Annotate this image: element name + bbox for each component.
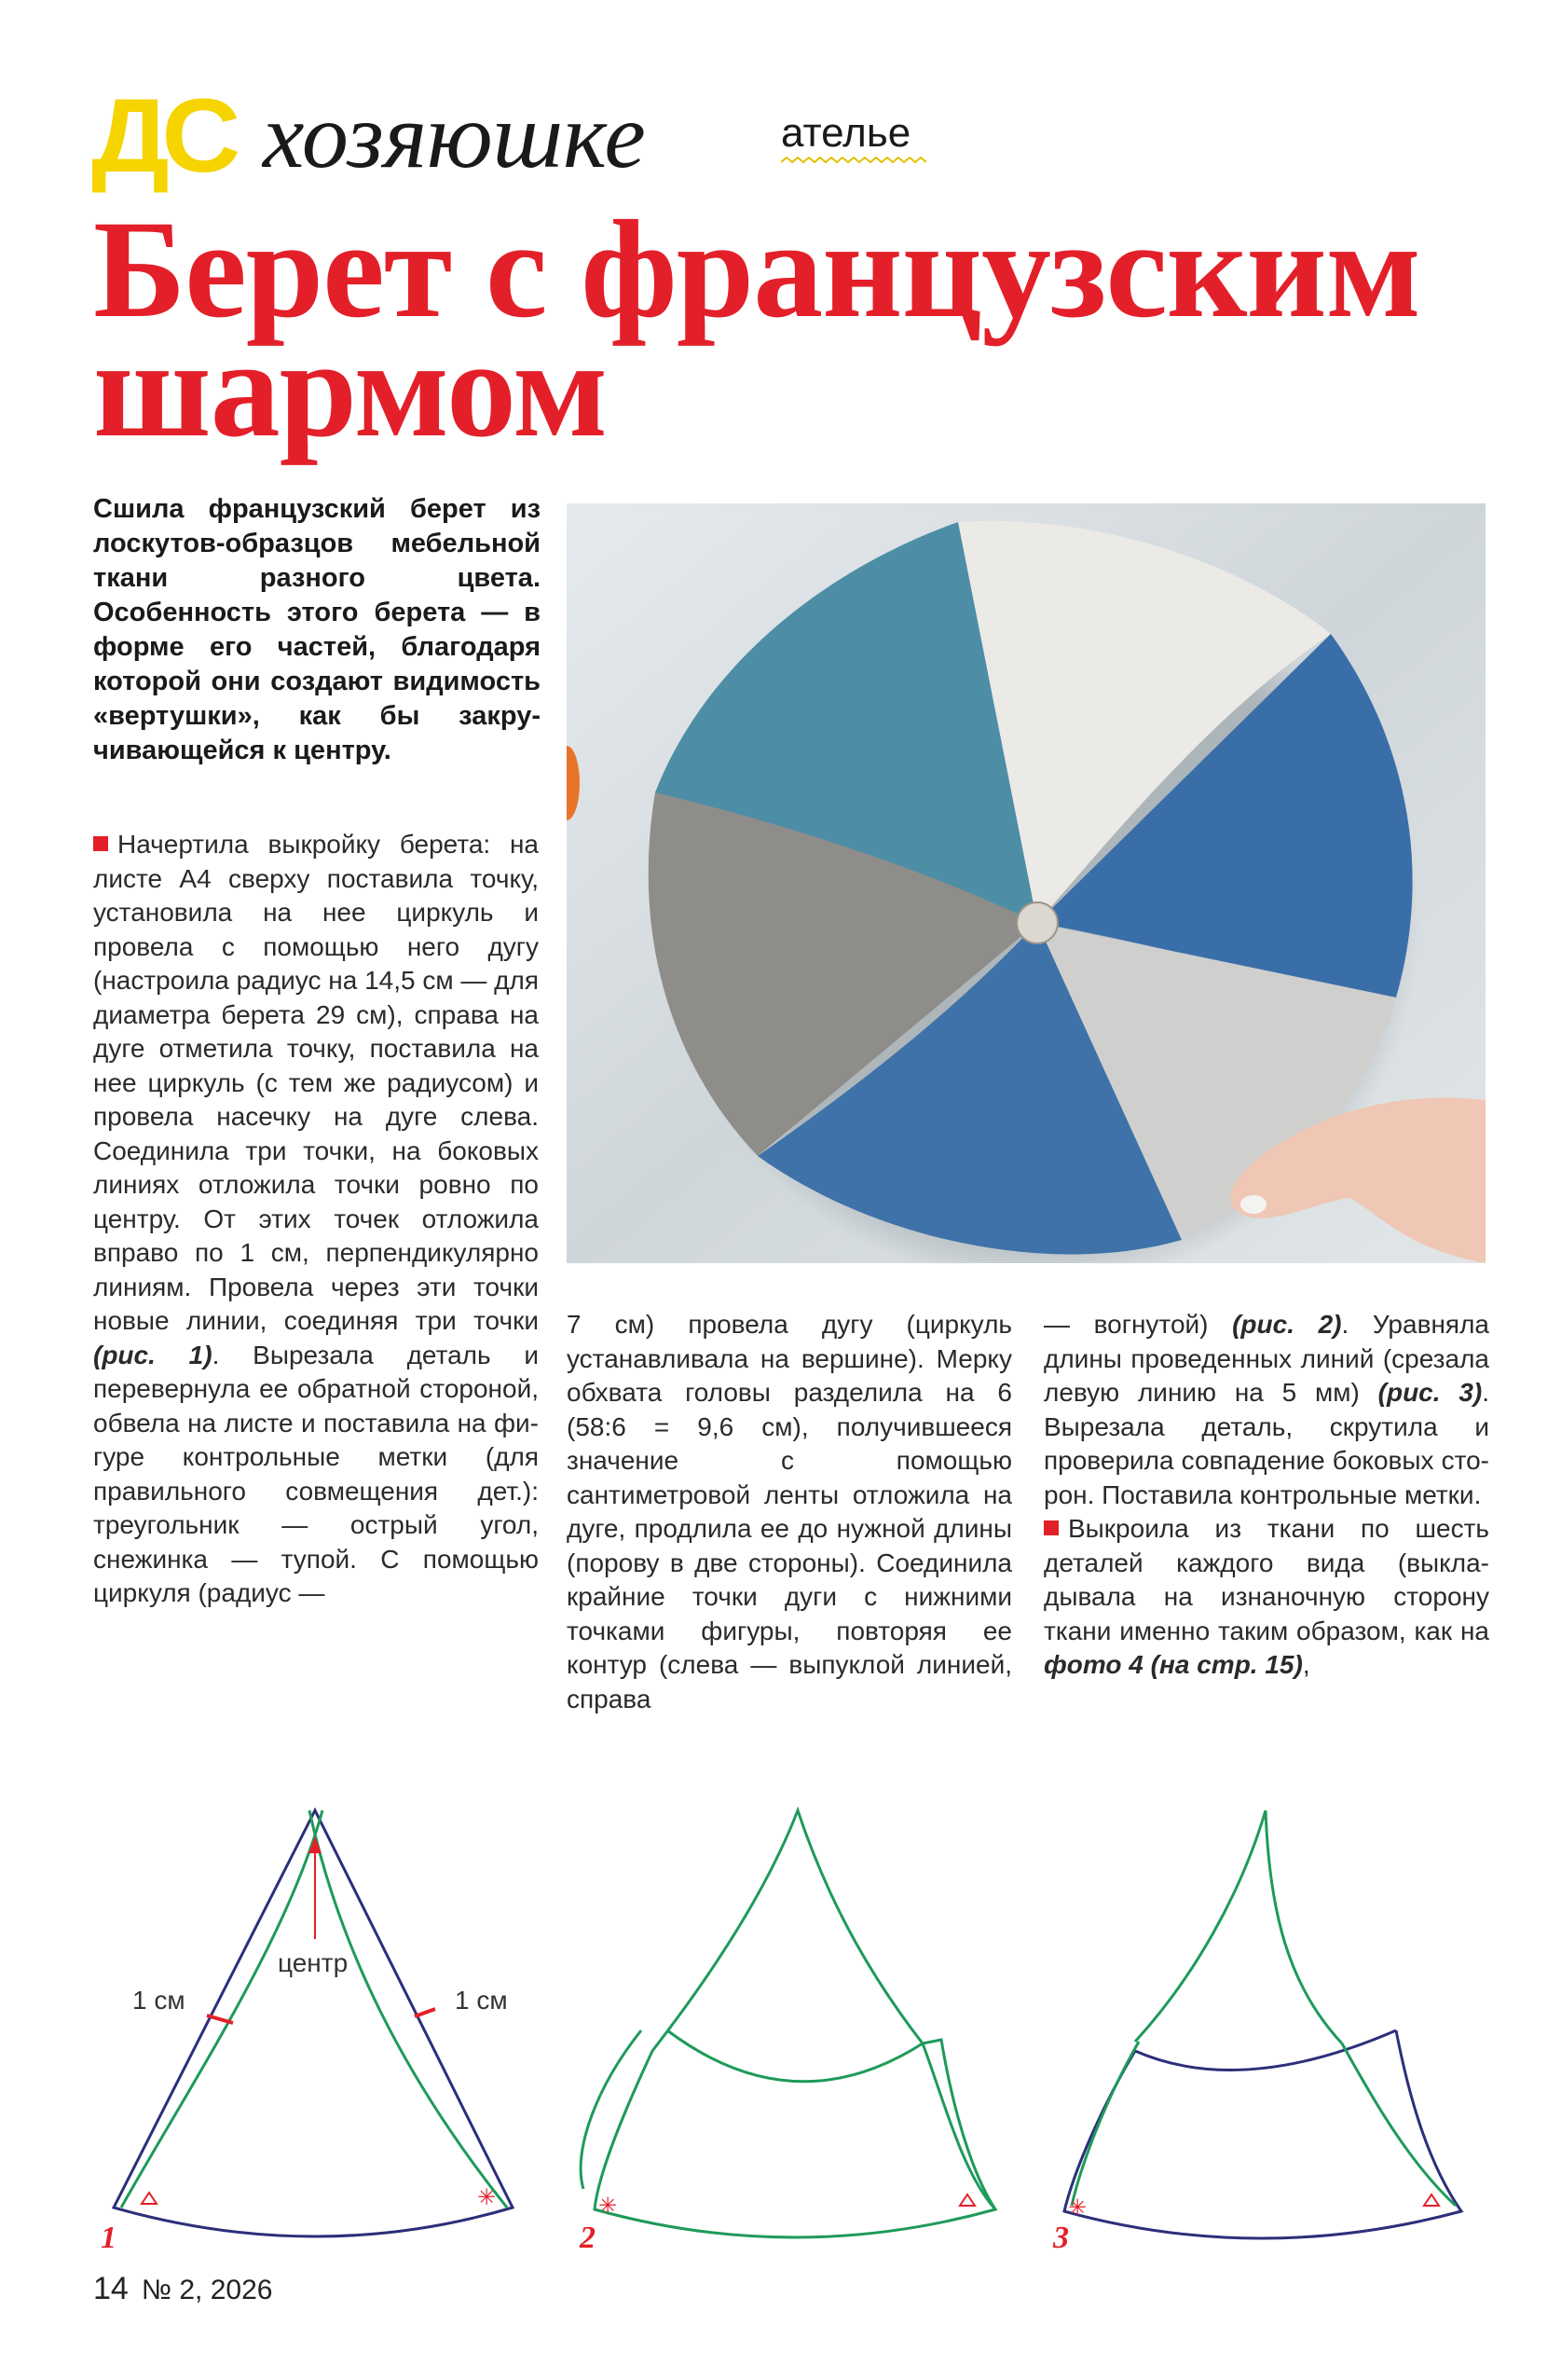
pattern-diagram-1	[93, 1799, 531, 2284]
bullet-marker	[93, 836, 108, 851]
figure-ref-1: (рис. 1)	[93, 1340, 212, 1369]
body-column-2: 7 см) провела дугу (циркуль устанавливала на вершине). Мерку обхвата головы разделила на 6 (58:6 = 9,6 см), получившееся значение с помощью сантиметровой ленты отложила на дуге, продлила ее до нужной длины (порову в две стороны). Соединила крайние точки дуги с нижними точками фигуры, повторяя ее контур (слева — выпуклой линией, справа	[567, 1310, 1012, 1713]
beret-photo	[567, 503, 1486, 1263]
diagram-2-drawing	[570, 1799, 1008, 2284]
article-title: Берет с французским шармом	[93, 192, 1420, 466]
page-footer	[93, 2271, 272, 2307]
body-text-col3-mid2: . Вырезала деталь, скрутила и проверила совпадение боковых сторон. Поставила контрольные метки.	[1044, 1378, 1489, 1509]
snowflake-mark: ✳	[598, 2193, 618, 2219]
logo-text: ДС	[91, 77, 233, 194]
section-title: хозяюшке	[263, 84, 646, 187]
body-text-col1-cont: . Вырезала деталь и перевернула ее обратной стороной, обвела на листе и поставила на фигуре контрольные метки (для правильного совмещения дет.): треугольник — острый угол, снежинка — тупой. С помощью циркуля (радиус —	[93, 1340, 539, 1607]
figure-number-1: 1	[101, 2221, 116, 2255]
beret-illustration	[567, 503, 1486, 1263]
body-text-col3-p2: Выкроила из ткани по шесть деталей каждого вида (выкладывала на изнаночную сторону ткани именно таким образом, как на	[1044, 1514, 1489, 1645]
diagram-3-drawing	[1046, 1799, 1484, 2284]
body-text-col3-end: ,	[1302, 1650, 1310, 1679]
label-center: центр	[278, 1948, 349, 1977]
diagram-1-drawing	[93, 1799, 531, 2284]
snowflake-mark: ✳	[477, 2184, 497, 2210]
label-1cm-right: 1 см	[455, 1986, 508, 2015]
body-text-col1: Начертила выкройку берета: на листе А4 сверху поставила точку, установила на нее циркуль и провела с помощью него дугу (настроила радиус на 14,5 см — для диаметра берета 29 см), справа на дуге отметила точку, поставила на нее циркуль (с тем же радиусом) и провела насечку на дуге слева. Соединила три точки, на боковых линиях отложила точки ровно по центру. От этих точек отложила вправо по 1 см, перпендикулярно линиям. Провела через эти точки новые линии, соединяя три точки	[93, 830, 539, 1335]
body-text-col3-mid1: . Уравняла длины проведенных линий (срезала левую линию на 5 мм)	[1044, 1310, 1489, 1407]
figure-ref-3: (рис. 3)	[1377, 1378, 1483, 1407]
snowflake-mark: ✳	[1068, 2194, 1088, 2221]
magazine-logo	[91, 77, 250, 194]
issue-number: № 2, 2026	[141, 2275, 273, 2305]
photo-ref-4: фото 4 (на стр. 15)	[1044, 1650, 1303, 1679]
pattern-diagram-3	[1046, 1799, 1484, 2284]
body-column-3	[1044, 1308, 1489, 1683]
label-1cm-left: 1 см	[132, 1986, 185, 2015]
figure-number-2: 2	[580, 2221, 596, 2255]
figure-ref-2: (рис. 2)	[1232, 1310, 1342, 1339]
page-number: 14	[93, 2271, 129, 2306]
body-text-col3-start: — вогнутой)	[1044, 1310, 1233, 1339]
lead-paragraph: Сшила французский берет из лоскутов-образцов мебельной ткани разного цвета. Особенность этого берета — в форме его частей, благодаря которой они создают видимость «вертушки», как бы закручивающейся к центру.	[93, 494, 541, 765]
bullet-marker	[1044, 1520, 1059, 1535]
figure-number-3: 3	[1053, 2221, 1069, 2255]
subsection-zigzag-underline	[781, 157, 926, 168]
pattern-diagram-2	[570, 1799, 1008, 2284]
subsection-title: ателье	[781, 110, 911, 156]
body-column-1	[93, 828, 539, 1611]
